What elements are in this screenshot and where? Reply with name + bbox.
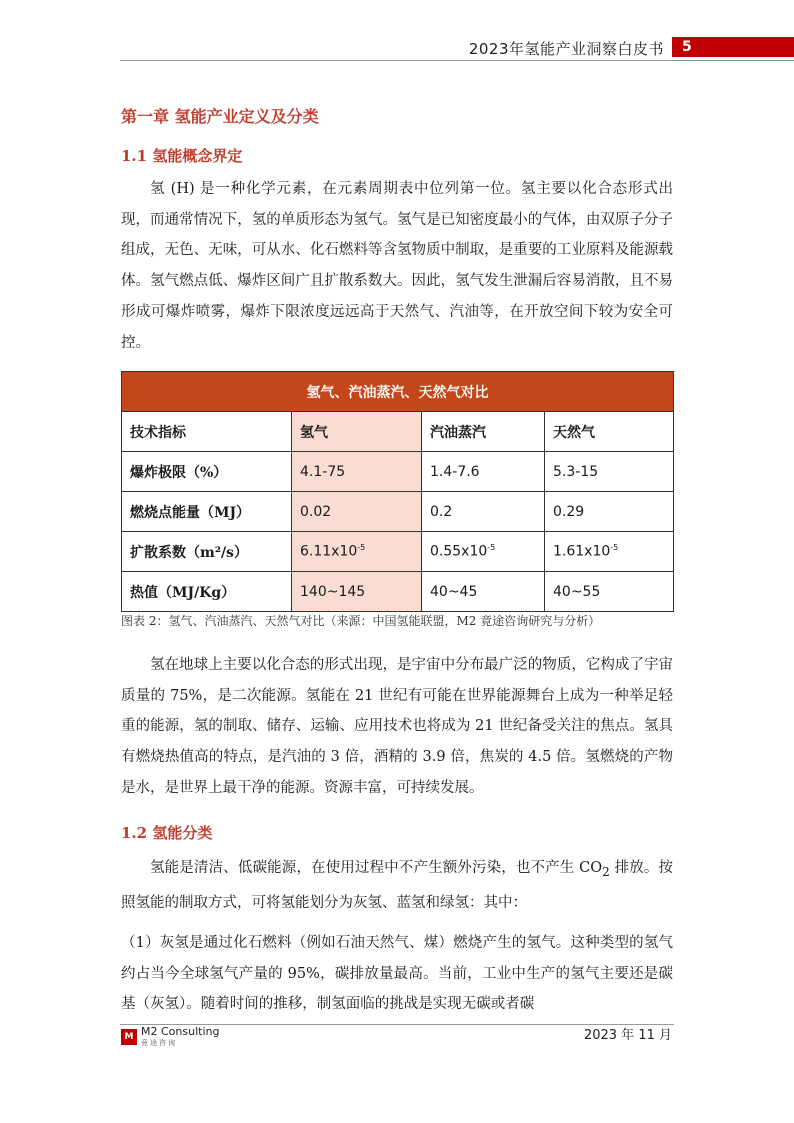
logo-subtext: 竟途咨询 (141, 1039, 177, 1047)
table-cell-value: 1.61x10 (553, 543, 611, 560)
table-header-cell: 技术指标 (122, 412, 292, 452)
section-title-1-1: 1.1 氢能概念界定 (121, 147, 243, 165)
table-row (122, 572, 674, 612)
table-row (122, 532, 674, 572)
table-cell-value: 6.11x10 (300, 543, 358, 560)
table-header-row (122, 412, 674, 452)
footer-logo (121, 1026, 219, 1048)
table-cell: 0.29 (545, 492, 674, 532)
table-cell: 40~55 (545, 572, 674, 612)
paragraph-hydrogen-definition: 氢 (H) 是一种化学元素，在元素周期表中位列第一位。氢主要以化合态形式出现，而通常情况下，氢的单质形态为氢气。氢气是已知密度最小的气体，由双原子分子组成，无色、无味，可从水、化石燃料等含氢物质中制取，是重要的工业原料及能源载体。氢气燃点低、爆炸区间广且扩散系数大。因此，氢气发生泄漏后容易消散，且不易形成可爆炸喷雾，爆炸下限浓度远远高于天然气、汽油等，在开放空间下较为安全可控。 (121, 181, 673, 351)
table-cell: 热值（MJ/Kg） (122, 572, 292, 612)
logo-icon: M (121, 1029, 137, 1045)
table-cell: 燃烧点能量（MJ） (122, 492, 292, 532)
table-cell: 5.3-15 (545, 452, 674, 492)
table-row (122, 452, 674, 492)
table-cell: 4.1-75 (292, 452, 422, 492)
table-row (122, 492, 674, 532)
comparison-table (121, 371, 674, 612)
table-caption: 图表 2：氢气、汽油蒸汽、天然气对比（来源：中国氢能联盟，M2 竟途咨询研究与分析） (121, 614, 601, 628)
table-title: 氢气、汽油蒸汽、天然气对比 (122, 372, 674, 412)
paragraph-classification (121, 853, 673, 918)
table-header-cell: 天然气 (545, 412, 674, 452)
table-cell (292, 532, 422, 572)
table-cell: 扩散系数（m²/s） (122, 532, 292, 572)
table-cell: 爆炸极限（%） (122, 452, 292, 492)
table-cell-exponent: -5 (610, 543, 619, 553)
table-cell: 140~145 (292, 572, 422, 612)
table-cell (422, 532, 545, 572)
table-cell (545, 532, 674, 572)
section-title-1-2: 1.2 氢能分类 (121, 824, 213, 842)
logo-text: M2 Consulting (141, 1025, 220, 1038)
table-cell-exponent: -5 (487, 543, 496, 553)
subscript: 2 (602, 864, 610, 879)
table-header-cell: 汽油蒸汽 (422, 412, 545, 452)
paragraph-grey-hydrogen: （1）灰氢是通过化石燃料（例如石油天然气、煤）燃烧产生的氢气。这种类型的氢气约占当今全球氢气产量的 95%，碳排放量最高。当前，工业中生产的氢气主要还是碳基（灰氢）。随着时间的推移，制氢面临的挑战是实现无碳或者碳 (121, 935, 673, 1013)
chapter-title: 第一章 氢能产业定义及分类 (121, 107, 319, 126)
table-cell: 1.4-7.6 (422, 452, 545, 492)
table-cell: 40~45 (422, 572, 545, 612)
paragraph-text: 氢能是清洁、低碳能源，在使用过程中不产生额外污染，也不产生 CO (150, 860, 603, 876)
paragraph-text: 排放。按照氢能的制取方式，可将氢能划分为灰氢、蓝氢和绿氢：其中： (121, 860, 673, 911)
header-divider (120, 60, 794, 61)
footer-date: 2023 年 11 月 (583, 1028, 672, 1043)
header-title: 2023年氢能产业洞察白皮书 (468, 40, 664, 58)
table-cell: 0.2 (422, 492, 545, 532)
paragraph-hydrogen-energy: 氢在地球上主要以化合态的形式出现，是宇宙中分布最广泛的物质，它构成了宇宙质量的 75%，是二次能源。氢能在 21 世纪有可能在世界能源舞台上成为一种举足轻重的能源，氢的制取、储存、运输、应用技术也将成为 21 世纪备受关注的焦点。氢具有燃烧热值高的特点，是汽油的 3 倍，酒精的 3.9 倍，焦炭的 4.5 倍。氢燃烧的产物是水，是世界上最干净的能源。资源丰富，可持续发展。 (121, 657, 673, 796)
table-cell: 0.02 (292, 492, 422, 532)
page-number: 5 (672, 37, 794, 57)
table-header-cell: 氢气 (292, 412, 422, 452)
table-cell-value: 0.55x10 (430, 543, 488, 560)
table-cell-exponent: -5 (357, 543, 366, 553)
